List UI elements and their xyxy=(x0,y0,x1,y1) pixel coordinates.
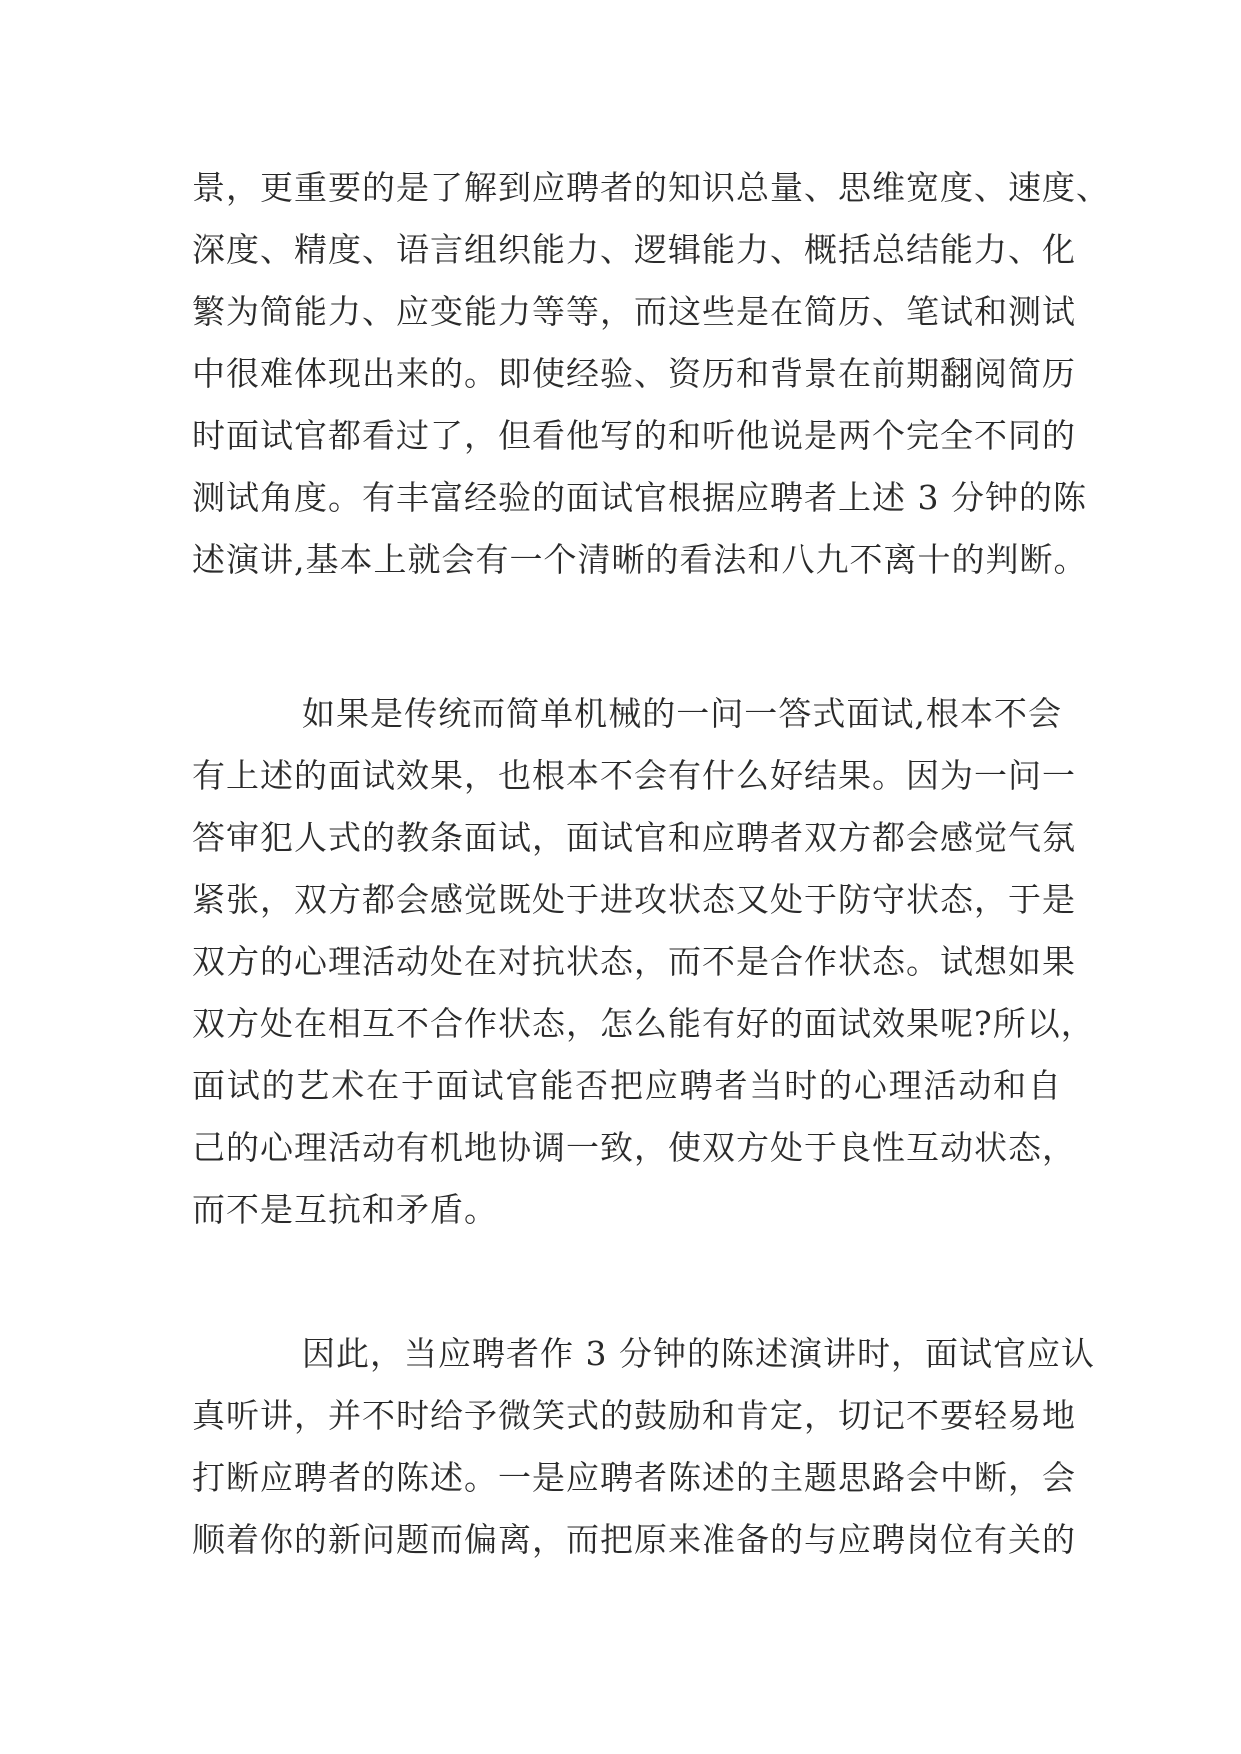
text-line: 打断应聘者的陈述。一是应聘者陈述的主题思路会中断，会 xyxy=(192,1458,1076,1497)
paragraph-2 xyxy=(192,683,1095,1241)
text-line: 繁为简能力、应变能力等等，而这些是在简历、笔试和测试 xyxy=(192,292,1076,331)
text-line: 真听讲，并不时给予微笑式的鼓励和肯定，切记不要轻易地 xyxy=(192,1396,1076,1435)
text-line: 面试的艺术在于面试官能否把应聘者当时的心理活动和自 xyxy=(192,1066,1062,1105)
paragraph-3 xyxy=(192,1323,1095,1571)
text-line: 述演讲,基本上就会有一个清晰的看法和八九不离十的判断。 xyxy=(192,540,1088,579)
text-line: 因此，当应聘者作 3 分钟的陈述演讲时，面试官应认 xyxy=(302,1334,1095,1373)
text-line: 己的心理活动有机地协调一致，使双方处于良性互动状态， xyxy=(192,1128,1076,1167)
text-line: 深度、精度、语言组织能力、逻辑能力、概括总结能力、化 xyxy=(192,230,1076,269)
text-line: 双方的心理活动处在对抗状态，而不是合作状态。试想如果 xyxy=(192,942,1076,981)
text-line: 有上述的面试效果，也根本不会有什么好结果。因为一问一 xyxy=(192,756,1076,795)
text-line: 顺着你的新问题而偏离，而把原来准备的与应聘岗位有关的 xyxy=(192,1520,1076,1559)
text-line: 双方处在相互不合作状态，怎么能有好的面试效果呢?所以， xyxy=(192,1004,1095,1043)
text-line: 如果是传统而简单机械的一问一答式面试,根本不会 xyxy=(302,694,1062,733)
text-line: 中很难体现出来的。即使经验、资历和背景在前期翻阅简历 xyxy=(192,354,1076,393)
paragraph-1 xyxy=(192,157,1110,591)
text-line: 答审犯人式的教条面试，面试官和应聘者双方都会感觉气氛 xyxy=(192,818,1076,857)
text-line: 时面试官都看过了，但看他写的和听他说是两个完全不同的 xyxy=(192,416,1076,455)
text-line: 测试角度。有丰富经验的面试官根据应聘者上述 3 分钟的陈 xyxy=(192,478,1087,517)
text-line: 紧张，双方都会感觉既处于进攻状态又处于防守状态，于是 xyxy=(192,880,1076,919)
text-line: 景，更重要的是了解到应聘者的知识总量、思维宽度、速度、 xyxy=(192,168,1110,207)
text-line: 而不是互抗和矛盾。 xyxy=(192,1190,498,1229)
